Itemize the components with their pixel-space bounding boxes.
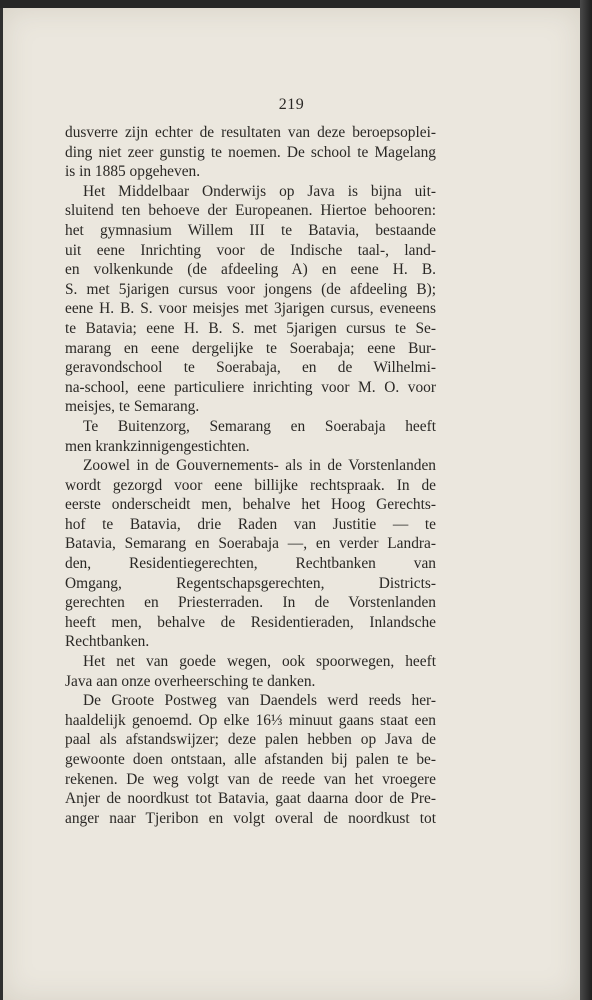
- text-line: Het net van goede wegen, ook spoorwegen, heeft: [83, 653, 436, 671]
- scan-right-edge: [580, 0, 592, 1000]
- text-line: uit eene Inrichting voor de Indische taal-, land-: [65, 241, 436, 259]
- text-line: anger naar Tjeribon en volgt overal de noordkust tot: [65, 809, 436, 827]
- text-line: Java aan onze overheersching te danken.: [65, 672, 316, 690]
- text-line: den, Residentiegerechten, Rechtbanken van: [65, 555, 436, 573]
- text-line: dusverre zijn echter de resultaten van deze beroepsoplei-: [65, 124, 436, 141]
- text-line: men krankzinnigengestichten.: [65, 437, 250, 455]
- text-line: Batavia, Semarang en Soerabaja —, en verder Landra-: [65, 535, 436, 553]
- text-line: Het Middelbaar Onderwijs op Java is bijna uit-: [83, 182, 436, 200]
- body-text: [65, 123, 436, 828]
- text-line: eene H. B. S. voor meisjes met 3jarigen cursus, eveneens: [65, 300, 436, 318]
- text-line: marang en eene dergelijke te Soerabaja; eene Bur-: [65, 339, 436, 357]
- text-line: na-school, eene particuliere inrichting voor M. O. voor: [65, 378, 436, 396]
- text-line: gerechten en Priesterraden. In de Vorstenlanden: [65, 594, 436, 612]
- text-line: meisjes, te Semarang.: [65, 398, 200, 416]
- text-line: Te Buitenzorg, Semarang en Soerabaja heeft: [83, 417, 436, 435]
- text-line: De Groote Postweg van Daendels werd reeds her-: [83, 692, 436, 710]
- text-line: S. met 5jarigen cursus voor jongens (de afdeeling B);: [65, 280, 436, 298]
- text-line: is in 1885 opgeheven.: [65, 163, 201, 181]
- text-line: haaldelijk genoemd. Op elke 16⅓ minuut gaans staat een: [65, 711, 436, 729]
- text-line: eerste onderscheidt men, behalve het Hoog Gerechts-: [65, 496, 436, 514]
- text-line: gewoonte doen ontstaan, alle afstanden bij palen te be-: [65, 751, 436, 768]
- text-line: wordt gezorgd voor eene billijke rechtspraak. In de: [65, 476, 436, 494]
- text-line: Anjer de noordkust tot Batavia, gaat daarna door de Pre-: [65, 790, 436, 808]
- text-line: ding niet zeer gunstig te noemen. De school te Magelang: [65, 143, 436, 161]
- page-number: 219: [278, 96, 305, 113]
- text-line: geravondschool te Soerabaja, en de Wilhelmi-: [65, 359, 436, 377]
- text-line: rekenen. De weg volgt van de reede van het vroegere: [65, 770, 436, 788]
- text-line: Zoowel in de Gouvernements- als in de Vorstenlanden: [83, 457, 436, 475]
- text-line: paal als afstandswijzer; deze palen hebben op Java de: [65, 731, 436, 749]
- text-line: sluitend ten behoeve der Europeanen. Hiertoe behooren:: [65, 202, 436, 220]
- text-line: Rechtbanken.: [65, 633, 150, 651]
- text-line: heeft men, behalve de Residentieraden, Inlandsche: [65, 613, 436, 631]
- book-page: [3, 8, 580, 1000]
- text-line: Omgang, Regentschapsgerechten, Districts-: [65, 574, 436, 592]
- text-line: en volkenkunde (de afdeeling A) en eene H. B.: [65, 261, 436, 279]
- text-line: hof te Batavia, drie Raden van Justitie — te: [65, 515, 436, 533]
- scan-top-edge: [0, 0, 592, 8]
- text-line: het gymnasium Willem III te Batavia, bestaande: [65, 221, 436, 239]
- text-line: te Batavia; eene H. B. S. met 5jarigen cursus te Se-: [65, 319, 436, 337]
